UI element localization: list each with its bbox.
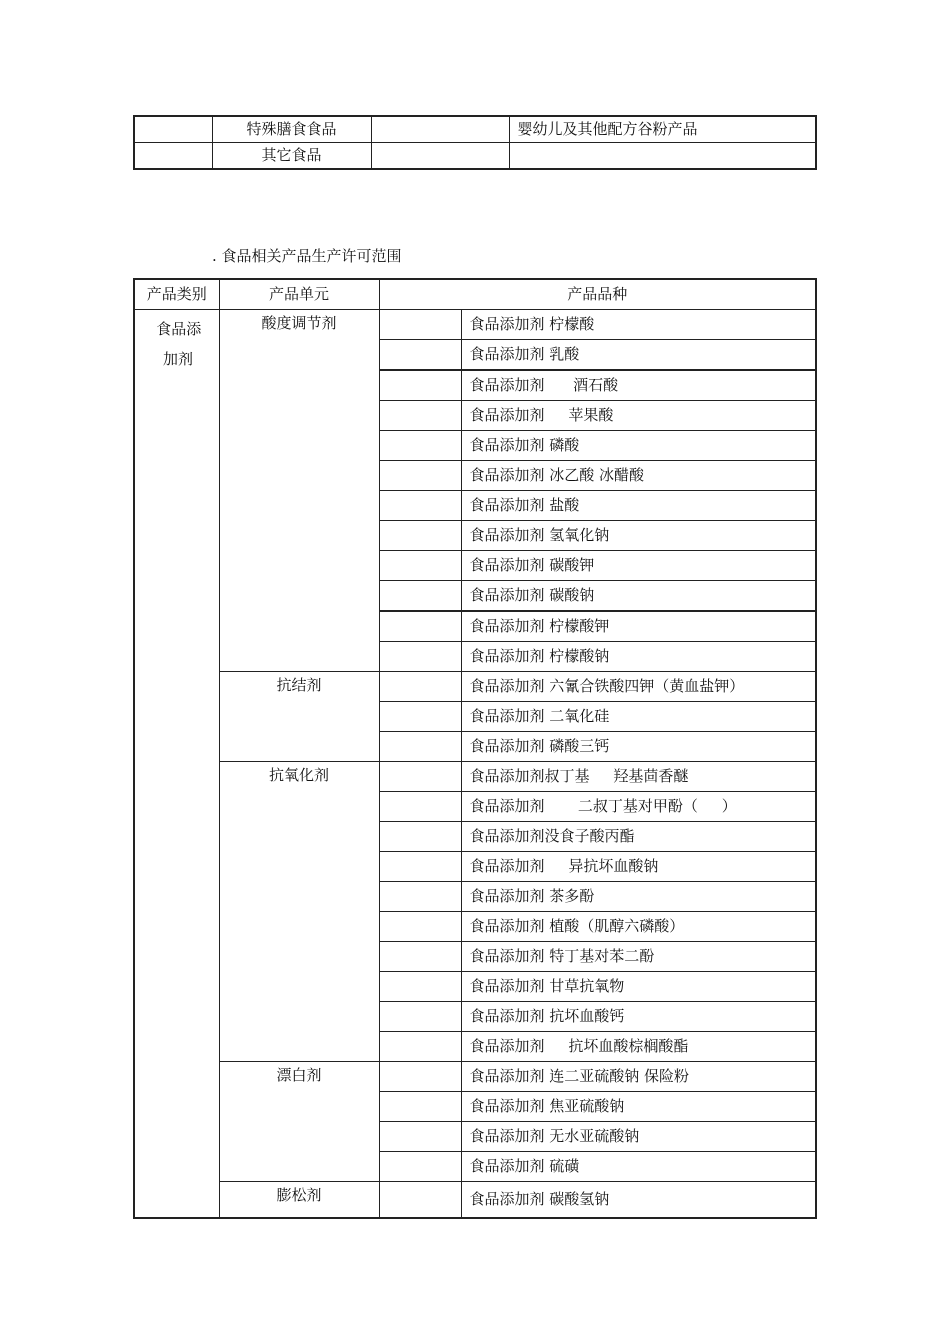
product-unit-cell: 特殊膳食食品 bbox=[212, 116, 371, 143]
product-variety-cell: 食品添加剂 硫磺 bbox=[461, 1152, 816, 1182]
table-cell bbox=[379, 762, 461, 792]
table-cell bbox=[379, 792, 461, 822]
category-line: 食品添 bbox=[156, 320, 202, 338]
product-variety-cell: 食品添加剂 六氰合铁酸四钾（黄血盐钾） bbox=[461, 672, 816, 702]
product-variety-cell: 食品添加剂 甘草抗氧物 bbox=[461, 972, 816, 1002]
table-row bbox=[134, 1182, 816, 1219]
product-variety-cell: 食品添加剂 特丁基对苯二酚 bbox=[461, 942, 816, 972]
table-cell bbox=[379, 461, 461, 491]
header-variety: 产品品种 bbox=[379, 279, 816, 310]
table-cell bbox=[379, 1122, 461, 1152]
product-variety-cell: 食品添加剂 二叔丁基对甲酚（ ） bbox=[461, 792, 816, 822]
table-cell bbox=[379, 401, 461, 431]
product-variety-cell: 食品添加剂 碳酸钾 bbox=[461, 551, 816, 581]
product-unit-cell: 膨松剂 bbox=[219, 1182, 379, 1219]
product-variety-cell: 食品添加剂 碳酸氢钠 bbox=[461, 1182, 816, 1219]
product-unit-cell: 漂白剂 bbox=[219, 1062, 379, 1182]
table-cell bbox=[379, 732, 461, 762]
table-cell bbox=[379, 1002, 461, 1032]
product-variety-cell: 食品添加剂 盐酸 bbox=[461, 491, 816, 521]
table-cell bbox=[379, 702, 461, 732]
table-row bbox=[134, 1062, 816, 1092]
product-variety-cell: 食品添加剂 磷酸 bbox=[461, 431, 816, 461]
table-cell bbox=[371, 116, 509, 143]
table-row bbox=[134, 116, 816, 143]
table-cell bbox=[134, 143, 212, 170]
table-cell bbox=[379, 491, 461, 521]
table-cell bbox=[379, 370, 461, 401]
product-variety-cell: 食品添加剂 乳酸 bbox=[461, 340, 816, 371]
table-cell bbox=[379, 672, 461, 702]
table-cell bbox=[371, 143, 509, 170]
product-unit-cell: 酸度调节剂 bbox=[219, 310, 379, 672]
header-category: 产品类别 bbox=[134, 279, 219, 310]
product-variety-cell: 食品添加剂 苹果酸 bbox=[461, 401, 816, 431]
table-cell bbox=[134, 116, 212, 143]
table-row bbox=[134, 310, 816, 340]
table-cell bbox=[379, 1182, 461, 1219]
product-variety-cell bbox=[509, 143, 816, 170]
table-cell bbox=[379, 822, 461, 852]
table-cell bbox=[379, 1032, 461, 1062]
product-variety-cell: 食品添加剂 酒石酸 bbox=[461, 370, 816, 401]
table-row bbox=[134, 762, 816, 792]
table-cell bbox=[379, 1152, 461, 1182]
table-cell bbox=[379, 581, 461, 612]
table-cell bbox=[379, 431, 461, 461]
table-cell bbox=[379, 942, 461, 972]
table-row bbox=[134, 143, 816, 170]
table-cell bbox=[379, 882, 461, 912]
section-heading: . 食品相关产品生产许可范围 bbox=[212, 247, 402, 265]
table-cell bbox=[379, 340, 461, 371]
product-variety-cell: 食品添加剂 抗坏血酸棕榈酸酯 bbox=[461, 1032, 816, 1062]
product-variety-cell: 食品添加剂 氢氧化钠 bbox=[461, 521, 816, 551]
table-cell bbox=[379, 521, 461, 551]
table-header-row bbox=[134, 279, 816, 310]
table-cell bbox=[379, 852, 461, 882]
table-cell bbox=[379, 1062, 461, 1092]
table-cell bbox=[379, 611, 461, 642]
product-variety-cell: 食品添加剂 碳酸钠 bbox=[461, 581, 816, 612]
product-variety-cell: 食品添加剂 二氧化硅 bbox=[461, 702, 816, 732]
product-variety-cell: 食品添加剂 植酸（肌醇六磷酸） bbox=[461, 912, 816, 942]
table-row bbox=[134, 672, 816, 702]
product-unit-cell: 抗结剂 bbox=[219, 672, 379, 762]
product-variety-cell: 食品添加剂 无水亚硫酸钠 bbox=[461, 1122, 816, 1152]
product-variety-cell: 食品添加剂 柠檬酸钾 bbox=[461, 611, 816, 642]
table-cell bbox=[379, 1092, 461, 1122]
product-variety-cell: 食品添加剂叔丁基 羟基茴香醚 bbox=[461, 762, 816, 792]
product-variety-cell: 食品添加剂 连二亚硫酸钠 保险粉 bbox=[461, 1062, 816, 1092]
top-table bbox=[133, 115, 817, 170]
product-unit-cell: 其它食品 bbox=[212, 143, 371, 170]
product-variety-cell: 食品添加剂 柠檬酸 bbox=[461, 310, 816, 340]
product-variety-cell: 食品添加剂 茶多酚 bbox=[461, 882, 816, 912]
product-category-cell bbox=[134, 310, 219, 1219]
product-variety-cell: 食品添加剂 磷酸三钙 bbox=[461, 732, 816, 762]
product-variety-cell: 食品添加剂 焦亚硫酸钠 bbox=[461, 1092, 816, 1122]
license-scope-table bbox=[133, 278, 817, 1219]
product-variety-cell: 食品添加剂 异抗坏血酸钠 bbox=[461, 852, 816, 882]
table-cell bbox=[379, 912, 461, 942]
category-line: 加剂 bbox=[163, 350, 194, 368]
header-unit: 产品单元 bbox=[219, 279, 379, 310]
table-cell bbox=[379, 551, 461, 581]
product-variety-cell: 食品添加剂 抗坏血酸钙 bbox=[461, 1002, 816, 1032]
product-variety-cell: 食品添加剂 柠檬酸钠 bbox=[461, 642, 816, 672]
table-cell bbox=[379, 642, 461, 672]
product-variety-cell: 食品添加剂没食子酸丙酯 bbox=[461, 822, 816, 852]
product-variety-cell: 婴幼儿及其他配方谷粉产品 bbox=[509, 116, 816, 143]
product-unit-cell: 抗氧化剂 bbox=[219, 762, 379, 1062]
table-cell bbox=[379, 310, 461, 340]
product-variety-cell: 食品添加剂 冰乙酸 冰醋酸 bbox=[461, 461, 816, 491]
table-cell bbox=[379, 972, 461, 1002]
